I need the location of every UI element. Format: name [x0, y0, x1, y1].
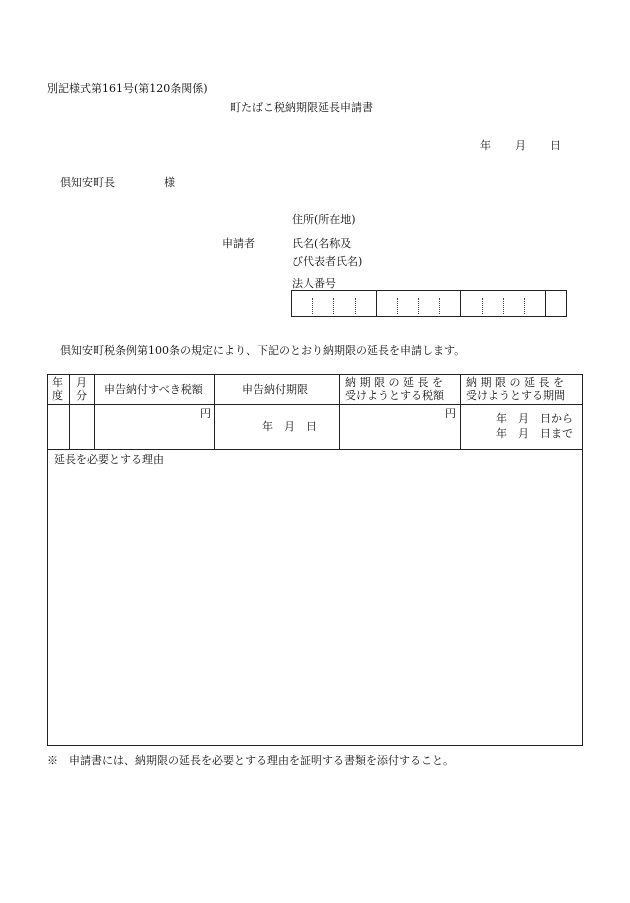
addressee-name: 倶知安町長: [60, 176, 115, 189]
header-year-1: 年: [52, 376, 63, 389]
date-month-label: 月: [515, 139, 526, 152]
tax-amount-yen-unit: 円: [200, 407, 211, 420]
corp-number-group: [377, 291, 462, 316]
period-from-field: 年 月 日から: [496, 412, 573, 425]
header-extension-period-1: 納 期 限 の 延 長 を: [466, 376, 564, 389]
corp-digit-cell: [398, 298, 419, 314]
reason-label: 延長を必要とする理由: [54, 453, 164, 466]
corp-digit-cell: [334, 298, 355, 314]
header-extension-period-2: 受けようとする期間: [466, 389, 565, 402]
header-year-2: 度: [52, 389, 63, 402]
header-extension-amount-2: 受けようとする税額: [345, 389, 444, 402]
header-tax-amount: 申告納付すべき税額: [104, 383, 203, 396]
name-label-line2: び代表者氏名): [292, 255, 363, 268]
applicant-label: 申請者: [222, 237, 255, 250]
application-statement: 倶知安町税条例第100条の規定により、下記のとおり納期限の延長を申請します。: [60, 344, 466, 357]
address-label: 住所(所在地): [292, 213, 356, 226]
name-label-line1: 氏名(名称及: [292, 237, 352, 250]
corp-digit-cell: [292, 298, 313, 314]
corp-digit-cell: [313, 298, 334, 314]
header-deadline: 申告納付期限: [242, 383, 308, 396]
corp-digit-cell: [440, 298, 460, 314]
table-row-divider: [48, 449, 582, 450]
form-number: 別記様式第161号(第120条関係): [47, 82, 208, 95]
corp-number-label: 法人番号: [292, 277, 336, 290]
period-to-field: 年 月 日まで: [496, 427, 573, 440]
corp-digit-cell: [356, 298, 376, 314]
corp-number-group: [292, 291, 377, 316]
table-row-divider: [48, 404, 582, 405]
header-month-2: 分: [76, 389, 87, 402]
corp-digit-cell: [483, 298, 504, 314]
document-title: 町たばこ税納期限延長申請書: [230, 101, 373, 114]
table-divider: [339, 375, 340, 449]
deadline-date-field: 年 月 日: [262, 420, 317, 433]
corp-digit-cell: [504, 298, 525, 314]
table-divider: [460, 375, 461, 449]
date-day-label: 日: [550, 139, 561, 152]
corp-number-field[interactable]: [291, 290, 567, 317]
corp-check-digit-cell: [546, 291, 566, 316]
corp-digit-cell: [461, 298, 482, 314]
addressee-honorific: 様: [164, 176, 175, 189]
extension-amount-yen-unit: 円: [445, 407, 456, 420]
corp-digit-cell: [419, 298, 440, 314]
table-divider: [214, 375, 215, 449]
footnote: ※ 申請書には、納期限の延長を必要とする理由を証明する書類を添付すること。: [47, 754, 454, 767]
corp-digit-cell: [377, 298, 398, 314]
table-divider: [69, 375, 70, 449]
header-extension-amount-1: 納 期 限 の 延 長 を: [345, 376, 443, 389]
corp-digit-cell: [525, 298, 545, 314]
application-table: [47, 374, 583, 746]
date-year-label: 年: [480, 139, 491, 152]
table-divider: [94, 375, 95, 449]
corp-number-group: [461, 291, 546, 316]
header-month-1: 月: [76, 376, 87, 389]
